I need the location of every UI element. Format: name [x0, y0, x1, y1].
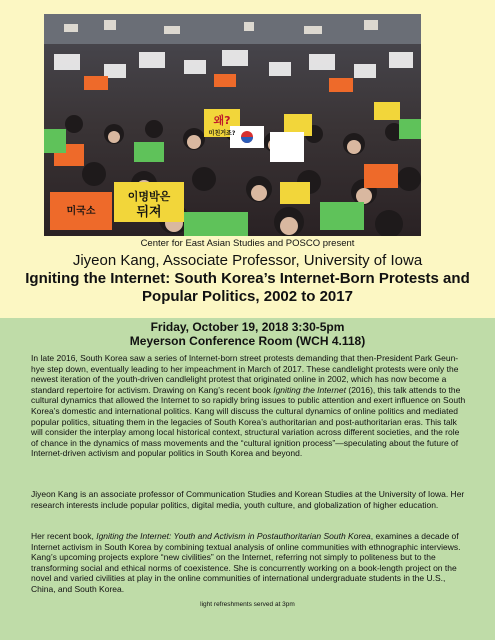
speaker-line: Jiyeon Kang, Associate Professor, University of Iowa	[72, 252, 423, 269]
abstract-text: (2016), this talk attends to the cultural dynamics that allowed the Internet to so rapidly bring issues to public attention and exert influence on South Korea’s domestic and international politics. Kang will discuss the cultural dynamics of online politics and mediated popular politics, situating them in the legacies of South Korea’s authoritarian and post-authoritarian eras. This talk will consider the interplay among local historical context, structural variation across different societies, and the role of chance in the dynamics of mass movements and the “cultural ignition process”—speculating about the future of Internet-driven activism and popular politics in South Korea and beyond.	[31, 384, 466, 459]
protest-photo	[44, 14, 421, 236]
book-text: , examines a decade of Internet activism in South Korea by combining textual analysis of online communities with ethnographic interviews. Kang’s upcoming projects explore “new civilities” on the Internet, referring not simply to politeness but to the transforming social and ethical norms of coexistence. She is concurrently working on a book-length project on the novel and varied civilities at play in the online communities of international undergraduate students in the U.S., China, and South Korea.	[31, 531, 461, 594]
protest-sign-text: 미국소	[66, 206, 96, 217]
protest-sign-text: 왜?	[213, 114, 231, 127]
protest-sign-text: 뒤져	[136, 205, 162, 220]
protest-sign-text: 이명박은	[127, 190, 171, 203]
presenter-line: Center for East Asian Studies and POSCO present	[140, 238, 355, 249]
event-date-time: Friday, October 19, 2018 3:30-5pm	[150, 320, 345, 334]
talk-title: Igniting the Internet: South Korea’s Internet-Born Protests and Popular Politics, 2002 to 2017	[25, 270, 470, 305]
abstract-paragraph	[31, 353, 466, 459]
bio-paragraph: Jiyeon Kang is an associate professor of Communication Studies and Korean Studies at the University of Iowa. Her research interests include popular politics, digital media, youth culture, and globalization of higher education.	[31, 489, 465, 510]
protest-sign-text: 미친거죠?	[208, 130, 236, 137]
abstract-text: In late 2016, South Korea saw a series of Internet-born street protests demanding that then-President Park Geun-hye step down, eventually leading to her impeachment in March of 2017. These candlelight protests were only the newest iteration of the youth-driven candlelight protest that originated online in 2002, which has now become a standard repertoire for activism. Drawing on Kang’s recent book	[31, 353, 459, 395]
refreshments-note: light refreshments served at 3pm	[200, 601, 295, 608]
event-location: Meyerson Conference Room (WCH 4.118)	[129, 334, 366, 348]
protest-crowd-illustration	[44, 14, 421, 236]
book-title: Igniting the Internet	[273, 384, 346, 395]
book-text: Her recent book,	[31, 531, 97, 541]
book-title: Igniting the Internet: Youth and Activism in Postauthoritarian South Korea	[96, 531, 371, 541]
book-paragraph	[31, 531, 466, 595]
